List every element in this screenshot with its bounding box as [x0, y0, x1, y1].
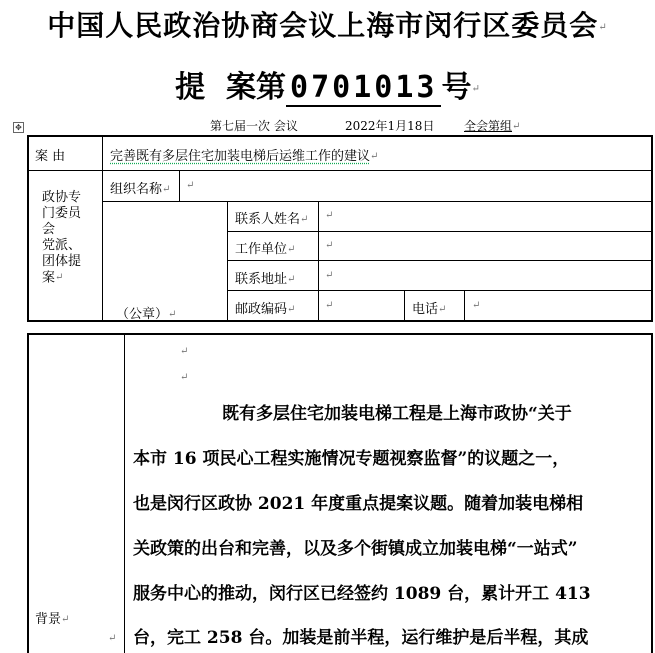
- address-label: 联系地址↵: [235, 272, 296, 287]
- background-paragraph-line: 本市 16 项民心工程实施情况专题视察监督”的议题之一，: [133, 449, 570, 469]
- proposal-number-title: [0, 62, 655, 106]
- seal-label: （公章）↵: [116, 307, 177, 322]
- org-name-field[interactable]: ↵: [186, 180, 195, 191]
- subject-value: 完善既有多层住宅加装电梯后运维工作的建议↵: [110, 149, 379, 164]
- empty-paragraph-mark-icon: ↵: [180, 346, 189, 357]
- proposal-prefix: 提 案第: [175, 70, 287, 105]
- work-unit-label: 工作单位↵: [235, 242, 296, 257]
- proposal-number: 0701013: [286, 70, 441, 107]
- postcode-field[interactable]: ↵: [325, 300, 334, 311]
- org-name-label: 组织名称↵: [110, 182, 171, 197]
- background-paragraph-line: 台，完工 258 台。加装是前半程，运行维护是后半程，其成: [133, 628, 589, 648]
- phone-field[interactable]: ↵: [472, 300, 481, 311]
- session-info: 第七届一次 会议: [210, 119, 298, 133]
- meeting-date: 2022年1月18日: [345, 119, 435, 133]
- background-paragraph-line: 关政策的出台和完善，以及多个街镇成立加装电梯“一站式”: [133, 539, 578, 559]
- background-paragraph-line: 既有多层住宅加装电梯工程是上海市政协“关于: [222, 404, 572, 424]
- table-move-handle-icon[interactable]: ✥: [13, 122, 24, 133]
- contact-name-field[interactable]: ↵: [325, 210, 334, 221]
- group-info: 全会第组↵: [464, 119, 521, 133]
- cell-end-mark-icon: ↵: [108, 633, 117, 644]
- subject-label: 案 由: [35, 149, 66, 164]
- address-field[interactable]: ↵: [325, 270, 334, 281]
- paragraph-mark-icon: ↵: [471, 83, 480, 95]
- proposal-suffix: 号: [441, 70, 472, 105]
- phone-label: 电话↵: [412, 302, 447, 317]
- background-paragraph-line: 也是闵行区政协 2021 年度重点提案议题。随着加装电梯相: [133, 494, 584, 514]
- committee-title: 中国人民政治协商会议上海市闵行区委员会↵: [47, 9, 608, 42]
- paragraph-mark-icon: ↵: [598, 22, 608, 33]
- background-paragraph-line: 服务中心的推动，闵行区已经签约 1089 台，累计开工 413: [133, 584, 591, 604]
- work-unit-field[interactable]: ↵: [325, 240, 334, 251]
- postcode-label: 邮政编码↵: [235, 302, 296, 317]
- empty-paragraph-mark-icon: ↵: [180, 372, 189, 383]
- contact-name-label: 联系人姓名↵: [235, 212, 309, 227]
- proposer-type-label: 政协专 门委员 会 党派、 团体提 案↵: [42, 190, 82, 286]
- background-label: 背景↵: [35, 612, 70, 627]
